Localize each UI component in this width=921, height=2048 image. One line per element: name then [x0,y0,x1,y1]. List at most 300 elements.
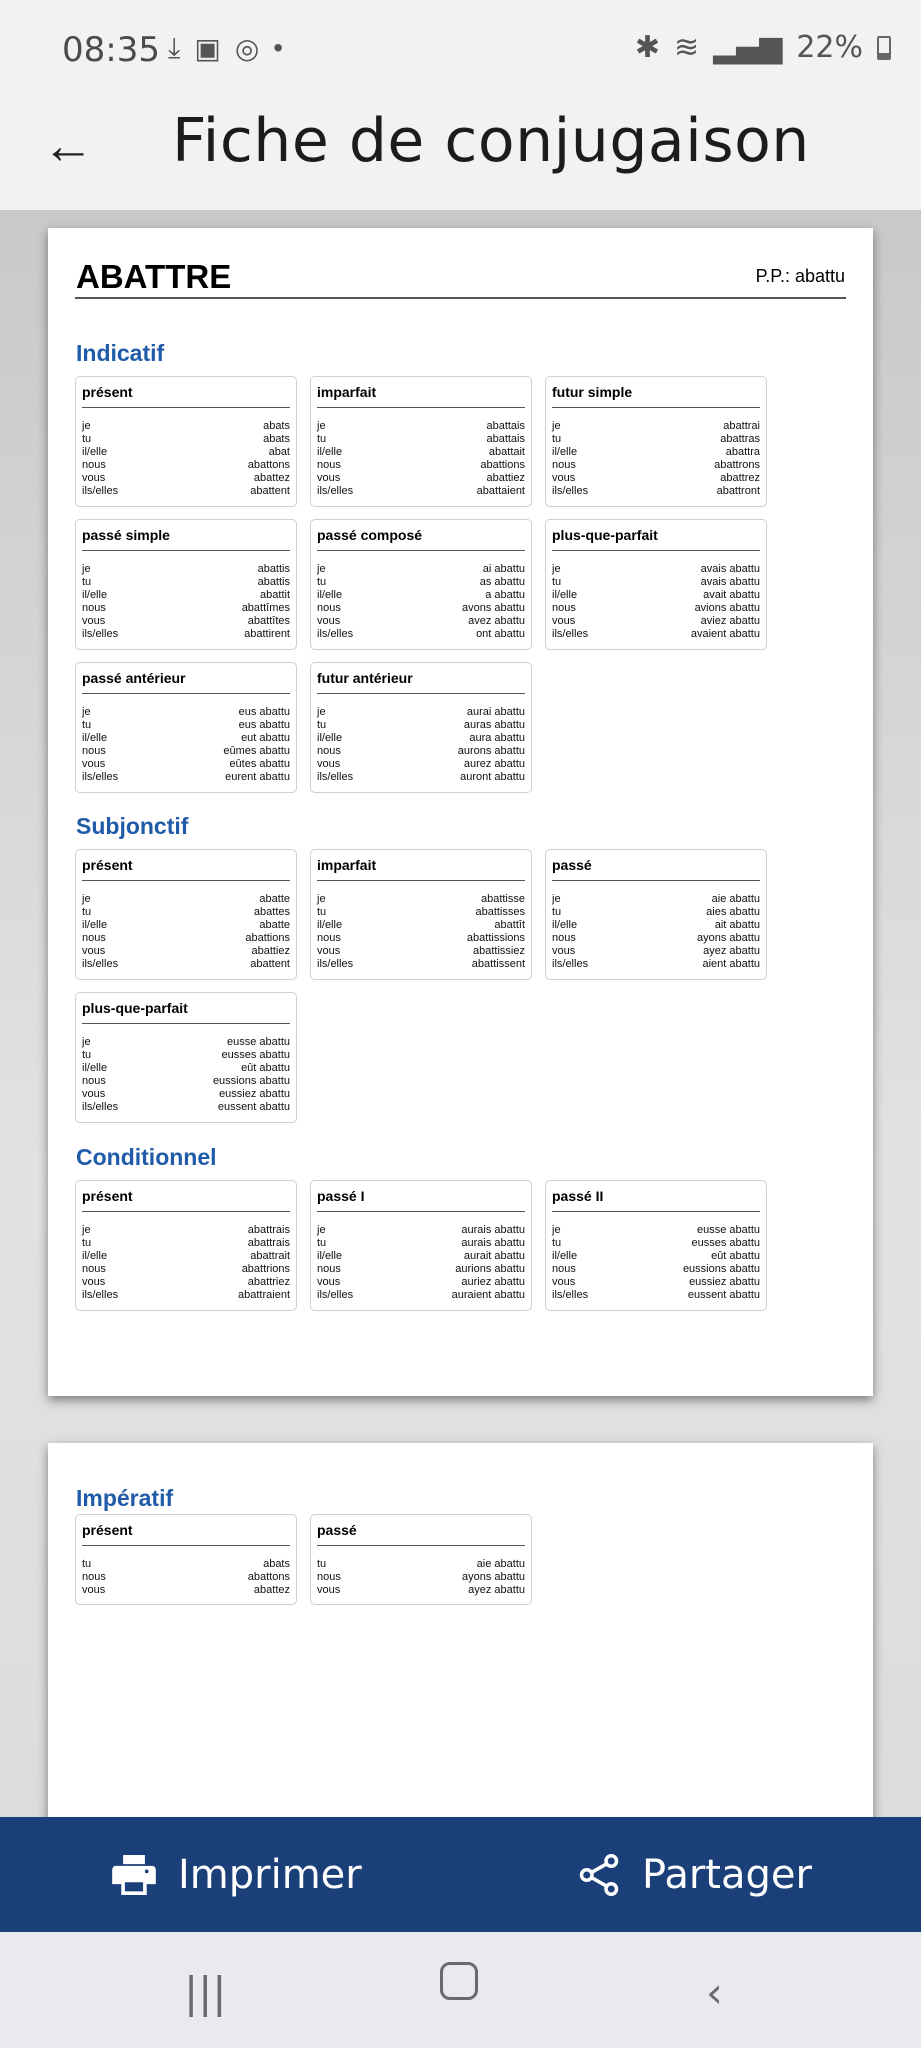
conjugation-row [552,472,760,485]
tense-name: passé [317,1522,525,1546]
conjugation-row [552,1276,760,1289]
tense-name: imparfait [317,384,525,408]
pronoun: il/elle [317,732,343,744]
pronoun: tu [317,906,327,918]
verb-form: aurais abattu [461,1224,525,1236]
pronoun: nous [82,459,106,471]
mood-heading-indicatif: Indicatif [76,340,165,366]
conjugation-row [82,1062,290,1075]
pronoun: ils/elles [317,628,354,640]
pronoun: tu [317,433,327,445]
pronoun: nous [82,1075,106,1087]
conjugation-row [317,459,525,472]
pronoun: vous [317,758,341,770]
pronoun: tu [82,1049,92,1061]
pronoun: nous [552,1263,576,1275]
conjugation-row [82,1075,290,1088]
pronoun: nous [317,932,341,944]
conjugation-row [317,893,525,906]
whatsapp-icon: ◎ [234,33,260,64]
verb-form: eusse abattu [227,1036,290,1048]
conjugation-row [82,615,290,628]
dot-icon: • [273,32,284,63]
pronoun: je [552,563,561,575]
pronoun: nous [317,459,341,471]
conjugation-row [82,1250,290,1263]
bluetooth-icon: ✱ [634,30,660,65]
tense-card-indicatif-plus-que-parfait [545,519,767,650]
tense-card-conditionnel-passe-ii [545,1180,767,1311]
conjugation-row [82,563,290,576]
verb-form: eût abattu [711,1250,760,1262]
tense-card-indicatif-passe-anterieur [75,662,297,793]
pronoun: nous [82,932,106,944]
conjugation-row [552,958,760,971]
tense-card-indicatif-passe-simple [75,519,297,650]
conjugation-row [552,459,760,472]
pronoun: il/elle [82,732,108,744]
verb-form: abattissent [471,958,525,970]
conjugation-row [552,1289,760,1302]
pronoun: vous [552,945,576,957]
conjugation-row [552,485,760,498]
conjugation-row [82,1049,290,1062]
verb-form: abattriez [247,1276,290,1288]
pronoun: je [82,420,91,432]
pronoun: je [552,893,561,905]
conjugation-row [82,1584,290,1597]
verb-form: avais abattu [700,576,760,588]
conjugation-row [552,1250,760,1263]
verb-form: ai abattu [482,563,525,575]
document-viewer[interactable] [0,210,921,1817]
pronoun: il/elle [82,589,108,601]
tense-name: présent [82,384,290,408]
pronoun: ils/elles [317,1289,354,1301]
status-time: 08:35 [62,30,160,70]
pronoun: tu [82,906,92,918]
verb-form: abattîmes [241,602,290,614]
status-bar [0,0,921,104]
sheet-page-1 [48,228,873,1396]
verb-form: avions abattu [694,602,760,614]
conjugation-row [552,576,760,589]
verb-form: abattis [257,563,290,575]
verb-form: as abattu [479,576,525,588]
print-button[interactable] [112,1817,362,1932]
verb-title: ABATTRE [76,258,232,295]
verb-form: eusse abattu [697,1224,760,1236]
pronoun: je [82,1224,91,1236]
conjugation-row [317,732,525,745]
pronoun: nous [552,932,576,944]
verb-form: abatte [259,893,290,905]
pronoun: tu [317,1237,327,1249]
verb-form: abattrait [250,1250,290,1262]
conjugation-row [317,433,525,446]
verb-form: eus abattu [238,706,290,718]
verb-form: auraient abattu [451,1289,525,1301]
verb-form: eûtes abattu [229,758,290,770]
verb-form: abattront [716,485,760,497]
verb-form: abattissiez [473,945,525,957]
pronoun: tu [552,433,562,445]
conjugation-row [552,932,760,945]
verb-form: a abattu [485,589,525,601]
verb-form: auriez abattu [461,1276,525,1288]
tense-card-indicatif-futur-anterieur [310,662,532,793]
pronoun: tu [82,719,92,731]
conjugation-row [82,472,290,485]
arrow-left-icon[interactable]: ← [42,117,94,175]
pronoun: vous [82,945,106,957]
tense-card-indicatif-imparfait [310,376,532,507]
verb-form: aurons abattu [457,745,525,757]
conjugation-row [552,945,760,958]
conjugation-row [82,919,290,932]
tense-name: imparfait [317,857,525,881]
tense-name: passé antérieur [82,670,290,694]
conjugation-row [82,602,290,615]
verb-form: aura abattu [469,732,525,744]
pronoun: vous [317,472,341,484]
conjugation-row [552,893,760,906]
verb-form: abats [263,1558,290,1570]
pronoun: il/elle [552,589,578,601]
verb-form: abattrais [247,1224,290,1236]
conjugation-row [82,719,290,732]
home-icon[interactable] [440,1962,478,2000]
pronoun: ils/elles [552,1289,589,1301]
verb-form: aurait abattu [463,1250,525,1262]
verb-form: avaient abattu [690,628,760,640]
conjugation-row [552,615,760,628]
verb-form: abattiez [486,472,525,484]
share-icon [578,1854,620,1896]
tense-card-subjonctif-present [75,849,297,980]
tense-name: passé II [552,1188,760,1212]
pronoun: il/elle [82,919,108,931]
tense-card-subjonctif-imparfait [310,849,532,980]
tense-card-subjonctif-passe [545,849,767,980]
status-notification-icons [168,32,283,65]
pronoun: je [82,706,91,718]
conjugation-row [552,446,760,459]
tense-name: présent [82,1522,290,1546]
verb-form: abattrez [720,472,760,484]
printer-icon [112,1855,156,1895]
conjugation-row [82,1558,290,1571]
conjugation-row [317,706,525,719]
conjugation-row [82,446,290,459]
pronoun: nous [82,745,106,757]
conjugation-row [82,433,290,446]
conjugation-row [82,1571,290,1584]
verb-form: ayons abattu [697,932,760,944]
pronoun: nous [82,1263,106,1275]
tense-card-indicatif-futur-simple [545,376,767,507]
conjugation-row [317,758,525,771]
conjugation-row [82,628,290,641]
verb-form: eussent abattu [217,1101,290,1113]
conjugation-row [317,906,525,919]
conjugation-row [82,576,290,589]
conjugation-row [552,433,760,446]
pronoun: tu [317,719,327,731]
wifi-icon: ≋ [673,30,700,65]
verb-form: abattiez [251,945,290,957]
tense-name: passé [552,857,760,881]
verb-form: abat [268,446,290,458]
verb-form: abattrons [714,459,760,471]
verb-form: abattons [247,1571,290,1583]
pronoun: je [317,1224,326,1236]
pronoun: tu [82,1237,92,1249]
conjugation-row [82,906,290,919]
verb-form: eût abattu [241,1062,290,1074]
verb-form: abatte [259,919,290,931]
conjugation-row [317,576,525,589]
verb-form: abattaient [476,485,525,497]
conjugation-row [82,1263,290,1276]
verb-form: abattais [486,420,525,432]
conjugation-row [82,745,290,758]
verb-form: abattrai [723,420,760,432]
pronoun: il/elle [317,919,343,931]
mood-heading-conditionnel: Conditionnel [76,1144,217,1170]
pronoun: vous [317,615,341,627]
verb-form: aie abattu [476,1558,525,1570]
verb-form: abattit [260,589,290,601]
verb-form: auront abattu [460,771,525,783]
tense-card-imperatif-passe [310,1514,532,1605]
verb-form: aie abattu [711,893,760,905]
conjugation-row [317,602,525,615]
tense-name: présent [82,857,290,881]
verb-form: abattez [253,1584,290,1596]
pronoun: ils/elles [82,771,119,783]
pronoun: nous [317,1263,341,1275]
pronoun: vous [82,1088,106,1100]
pronoun: il/elle [82,1250,108,1262]
conjugation-row [82,589,290,602]
verb-form: abattraient [238,1289,290,1301]
tense-name: futur antérieur [317,670,525,694]
verb-form: abattons [247,459,290,471]
verb-form: abattissions [466,932,525,944]
pronoun: vous [82,1276,106,1288]
pronoun: je [552,420,561,432]
tense-name: passé simple [82,527,290,551]
pronoun: vous [82,472,106,484]
gallery-icon: ▣ [194,33,221,64]
pronoun: ils/elles [82,628,119,640]
conjugation-row [317,1263,525,1276]
mood-heading-imperatif: Impératif [76,1485,174,1511]
pronoun: ils/elles [552,628,589,640]
tense-card-subjonctif-plus-que-parfait [75,992,297,1123]
pronoun: il/elle [317,446,343,458]
conjugation-row [82,771,290,784]
tense-name: passé composé [317,527,525,551]
conjugation-row [82,1101,290,1114]
pronoun: vous [317,1584,341,1596]
pronoun: nous [317,602,341,614]
pronoun: vous [552,1276,576,1288]
verb-form: aient abattu [702,958,760,970]
verb-form: abattis [257,576,290,588]
print-label: Imprimer [178,1851,362,1898]
verb-form: avais abattu [700,563,760,575]
conjugation-row [82,1088,290,1101]
conjugation-row [317,958,525,971]
conjugation-row [317,628,525,641]
conjugation-row [552,420,760,433]
conjugation-row [82,932,290,945]
conjugation-row [317,485,525,498]
pronoun: ils/elles [317,958,354,970]
verb-form: eut abattu [241,732,290,744]
pronoun: ils/elles [82,1101,119,1113]
verb-form: eussions abattu [212,1075,290,1087]
pronoun: ils/elles [317,485,354,497]
verb-form: eûmes abattu [223,745,290,757]
conjugation-row [317,919,525,932]
conjugation-row [317,771,525,784]
conjugation-row [82,1224,290,1237]
tense-name: futur simple [552,384,760,408]
verb-form: aurez abattu [463,758,525,770]
status-system-icons [635,30,891,65]
share-button[interactable] [578,1817,812,1932]
tense-card-indicatif-present [75,376,297,507]
pronoun: vous [317,945,341,957]
pronoun: nous [317,745,341,757]
verb-form: eusses abattu [221,1049,290,1061]
verb-form: abattîtes [247,615,290,627]
pronoun: nous [82,602,106,614]
pronoun: il/elle [82,1062,108,1074]
verb-form: avez abattu [468,615,525,627]
conjugation-row [552,563,760,576]
tense-card-indicatif-passe-compose [310,519,532,650]
pronoun: il/elle [317,589,343,601]
conjugation-row [552,919,760,932]
conjugation-row [317,1289,525,1302]
conjugation-row [317,615,525,628]
verb-form: aurions abattu [455,1263,525,1275]
conjugation-row [317,1224,525,1237]
pronoun: il/elle [82,446,108,458]
conjugation-row [317,420,525,433]
conjugation-row [552,628,760,641]
battery-percent: 22% [796,30,863,65]
tense-name: présent [82,1188,290,1212]
verb-form: abattisse [480,893,525,905]
pronoun: ils/elles [82,958,119,970]
pronoun: il/elle [552,919,578,931]
verb-form: avons abattu [462,602,525,614]
conjugation-row [552,1237,760,1250]
verb-form: abattît [494,919,525,931]
conjugation-row [317,1237,525,1250]
verb-form: abattisses [475,906,525,918]
battery-icon [877,36,891,60]
verb-form: abats [263,420,290,432]
pronoun: nous [82,1571,106,1583]
pronoun: tu [82,576,92,588]
verb-form: aies abattu [706,906,760,918]
verb-form: abattait [488,446,525,458]
verb-form: ayez abattu [703,945,760,957]
signal-icon: ▂▄▆ [713,30,783,65]
pronoun: ils/elles [82,1289,119,1301]
pronoun: tu [552,576,562,588]
pronoun: tu [317,576,327,588]
tense-card-imperatif-present [75,1514,297,1605]
verb-form: ayons abattu [462,1571,525,1583]
verb-form: eussiez abattu [689,1276,760,1288]
verb-form: abattirent [244,628,290,640]
pronoun: tu [317,1558,327,1570]
pronoun: ils/elles [552,485,589,497]
pronoun: je [317,706,326,718]
conjugation-row [82,945,290,958]
conjugation-row [82,459,290,472]
pronoun: vous [82,615,106,627]
pronoun: il/elle [552,446,578,458]
pronoun: tu [82,433,92,445]
recent-apps-icon[interactable]: ||| [184,1968,227,2017]
page-title: Fiche de conjugaison [172,106,810,176]
pronoun: vous [82,758,106,770]
verb-form: eusses abattu [691,1237,760,1249]
conjugation-row [82,732,290,745]
conjugation-row [82,485,290,498]
pronoun: tu [552,906,562,918]
conjugation-row [317,1571,525,1584]
verb-form: aurai abattu [466,706,525,718]
conjugation-row [552,906,760,919]
tense-card-conditionnel-passe-i [310,1180,532,1311]
download-icon: ⤓ [168,32,181,63]
pronoun: je [82,893,91,905]
back-nav-icon[interactable]: ‹ [706,1968,723,2017]
verb-form: ait abattu [714,919,760,931]
conjugation-row [317,932,525,945]
conjugation-row [82,1289,290,1302]
verb-form: eussent abattu [687,1289,760,1301]
pronoun: nous [317,1571,341,1583]
verb-form: ont abattu [476,628,525,640]
pronoun: tu [82,1558,92,1570]
pronoun: vous [552,615,576,627]
verb-form: abattions [480,459,525,471]
conjugation-row [317,1558,525,1571]
conjugation-row [82,1036,290,1049]
conjugation-row [317,945,525,958]
pronoun: ils/elles [317,771,354,783]
pronoun: je [82,1036,91,1048]
sheet-page-2 [48,1443,873,1817]
verb-form: abattais [486,433,525,445]
verb-form: abattions [245,932,290,944]
verb-form: abattez [253,472,290,484]
conjugation-row [317,1584,525,1597]
past-participle: P.P.: abattu [755,266,845,286]
bottom-action-bar [0,1817,921,1932]
conjugation-row [82,420,290,433]
